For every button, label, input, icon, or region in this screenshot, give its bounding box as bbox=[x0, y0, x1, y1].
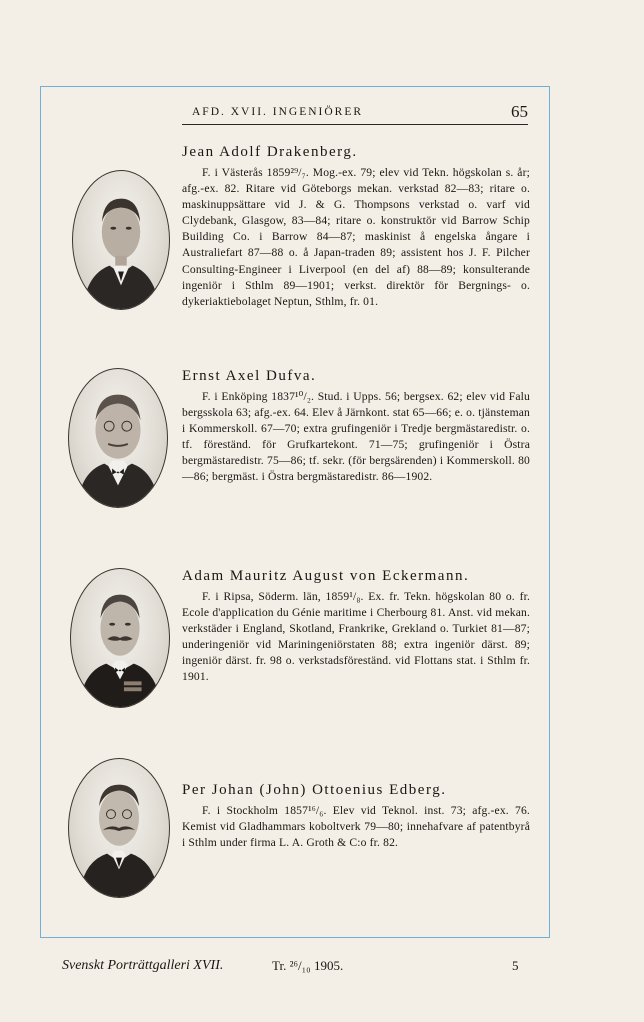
entry-name: Jean Adolf Drakenberg. bbox=[182, 144, 358, 160]
entry-biography: F. i Stockholm 1857¹⁶/₆. Elev vid Teknol. inst. 73; afg.-ex. 76. Kemist vid Gladhammars koboltverk 79—80; innehafvare af patentbyrå i Sthlm under firma L. A. Groth & C:o fr. 82. bbox=[182, 804, 530, 850]
portrait-edberg bbox=[68, 758, 170, 898]
entry-dufva bbox=[182, 366, 530, 486]
entry-biography: F. i Västerås 1859²⁹/₇. Mog.-ex. 79; elev vid Tekn. högskolan s. år; afg.-ex. 82. Ritare vid Göteborgs mekan. verkstad 82—83; ritare o. maskinuppsättare vid J. & G. Thompsons verkstad o. varf vid Clydebank, Glasgow, 83—84; ritare o. konstruktör vid Barrow Schip Building Co. i Barrow 84—87; maskinist å engelska ångare i Australiefart 87—88 o. å Japan-traden 89; assistent hos J. F. Pilcher Consulting-Engineer i Liverpool (en del af) 88—89; konsulterande ingeniör i Sthlm 89—1901; verkst. direktör för Bergnings- o. dykeriaktiebolaget Neptun, Sthlm, fr. 01. bbox=[182, 166, 530, 308]
entry-biography: F. i Ripsa, Söderm. län, 1859¹/₈. Ex. fr. Tekn. högskolan 80 o. fr. Ecole d'application du Génie maritime i Cherbourg 81. Anst. vid mekan. verkstäder i England, Skotland, Frankrike, Grekland o. Turkiet 81—87; underingeniör vid Mariningeniörstaten 88; extra ingeniör därst. 89; ingeniör därst. fr. 98 o. verkstadsföreständ. vid Flottans stat. i Sthlm fr. 1901. bbox=[182, 590, 530, 684]
entry-name: Per Johan (John) Ottoenius Edberg. bbox=[182, 782, 447, 798]
header-rule bbox=[182, 124, 528, 125]
portrait-dufva bbox=[68, 368, 168, 508]
entry-edberg bbox=[182, 780, 530, 851]
footer-publication-title: Svenskt Porträttgalleri XVII. bbox=[62, 958, 224, 973]
running-header bbox=[182, 104, 528, 124]
page-number: 65 bbox=[511, 102, 528, 121]
footer-signature-mark: 5 bbox=[512, 958, 519, 973]
entry-biography: F. i Enköping 1837¹⁰/₂. Stud. i Upps. 56; bergsex. 62; elev vid Falu bergsskola 63; afg.-ex. 64. Elev å Järnkont. stat 65—66; e. o. tjänsteman i Kommerskoll. 67—70; extra grufingeniör i Tredje bergmästaredistr. o. tf. föreständ. för Grufkartekont. 71—75; grufingeniör i Östra bergmästaredistr. 75—86; tf. sekr. (för bergsärenden) i Kommerskoll. 80—86; bergmäst. i Östra bergmästaredistr. 86—1902. bbox=[182, 390, 530, 484]
section-title: AFD. XVII. INGENIÖRER bbox=[192, 106, 364, 118]
portrait-drakenberg bbox=[72, 170, 170, 310]
footer-print-date: Tr. ²⁶/₁₀ 1905. bbox=[272, 958, 344, 973]
entry-name: Adam Mauritz August von Eckermann. bbox=[182, 568, 470, 584]
portrait-eckermann bbox=[70, 568, 170, 708]
entry-name: Ernst Axel Dufva. bbox=[182, 368, 317, 384]
entry-drakenberg bbox=[182, 142, 530, 310]
entry-eckermann bbox=[182, 566, 530, 686]
